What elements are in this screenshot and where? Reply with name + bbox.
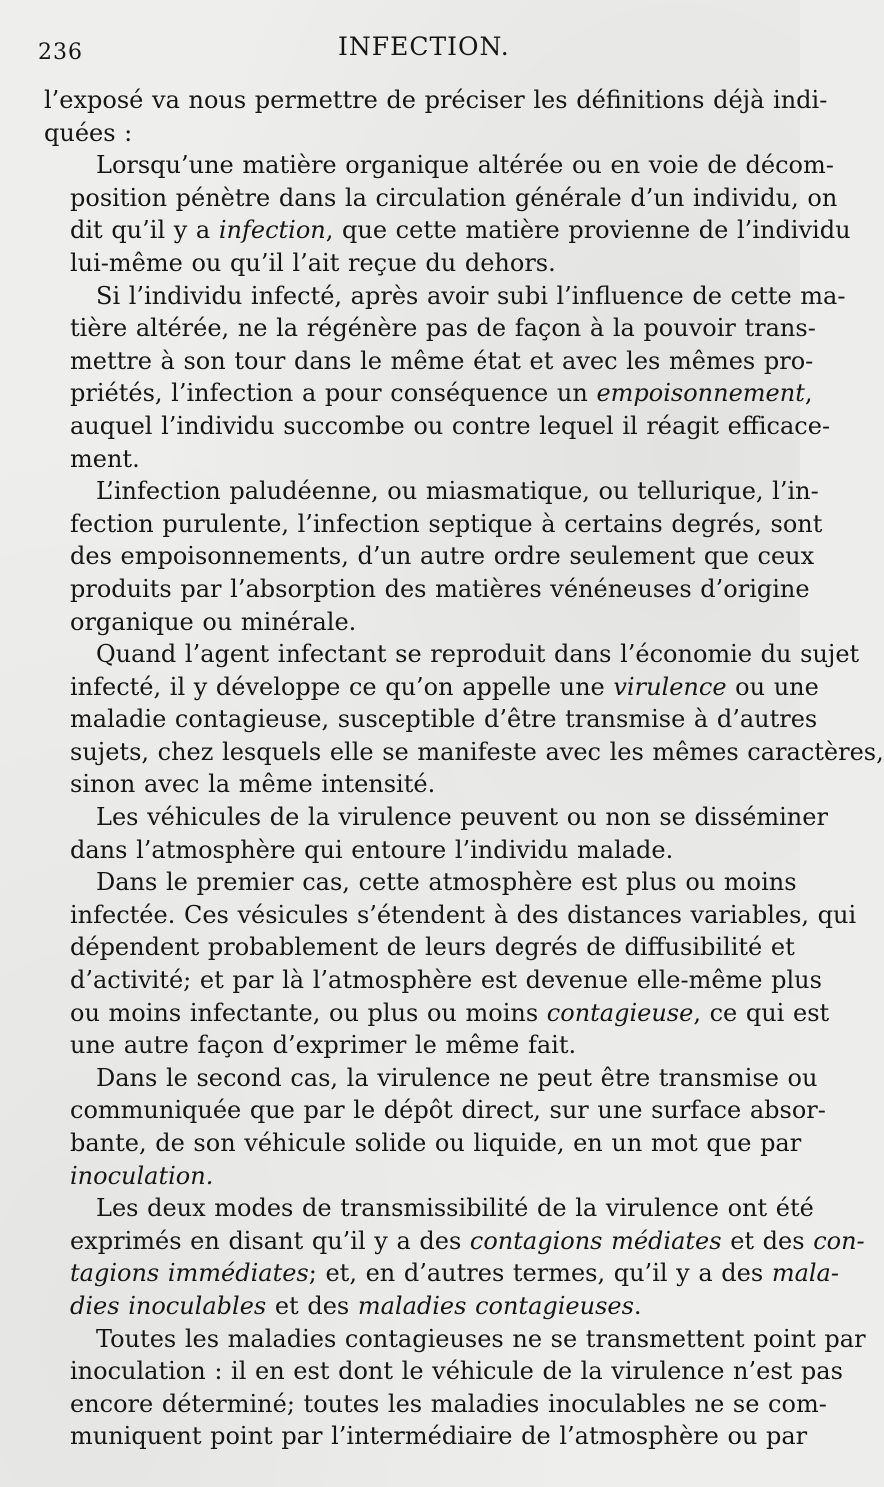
- paragraph-virulence: [44, 638, 884, 801]
- italic-term: mala-: [771, 1259, 839, 1288]
- text-line: auquel l’individu succombe ou contre lequel il réagit efficace-: [70, 411, 831, 440]
- text-line: ment.: [70, 444, 140, 473]
- text-line: communiquée que par le dépôt direct, sur une surface absor-: [70, 1096, 826, 1125]
- text-line: lui-même ou qu’il l’ait reçue du dehors.: [70, 248, 556, 277]
- italic-term: contagions médiates: [469, 1226, 722, 1255]
- text-line: Toutes les maladies contagieuses ne se transmettent point par: [96, 1324, 866, 1353]
- text-line: Quand l’agent infectant se reproduit dans l’économie du sujet: [96, 640, 860, 669]
- page-header: [38, 32, 760, 72]
- paragraph-empoisonnement: [44, 280, 846, 476]
- text-line: dans l’atmosphère qui entoure l’individu malade.: [70, 835, 674, 864]
- text-line: priétés, l’infection a pour conséquence un empoisonnement,: [70, 379, 813, 408]
- paragraph-infection-types: [44, 475, 823, 638]
- italic-term: empoisonnement: [596, 379, 805, 408]
- text-line: organique ou minérale.: [70, 607, 357, 636]
- italic-term: dies inoculables: [70, 1291, 267, 1320]
- text-line: Lorsqu’une matière organique altérée ou en voie de décom-: [96, 151, 834, 180]
- text-line: d’activité; et par là l’atmosphère est devenue elle-même plus: [70, 966, 822, 995]
- text-line: produits par l’absorption des matières vénéneuses d’origine: [70, 574, 810, 603]
- italic-term: con-: [813, 1226, 865, 1255]
- text-line: mettre à son tour dans le même état et avec les mêmes pro-: [70, 346, 814, 375]
- text-line: dépendent probablement de leurs degrés de diffusibilité et: [70, 933, 795, 962]
- text-line: bante, de son véhicule solide ou liquide, en un mot que par: [70, 1129, 802, 1157]
- text-line: muniquent point par l’intermédiaire de l’atmosphère ou par: [70, 1422, 808, 1451]
- text-line: maladie contagieuse, susceptible d’être transmise à d’autres: [70, 705, 818, 734]
- text-line: ou moins infectante, ou plus ou moins contagieuse, ce qui est: [70, 998, 830, 1027]
- text-line: Dans le premier cas, cette atmosphère est plus ou moins: [96, 868, 797, 897]
- text-line: infectée. Ces vésicules s’étendent à des distances variables, qui: [70, 900, 857, 929]
- text-line: Les deux modes de transmissibilité de la virulence ont été: [96, 1194, 814, 1223]
- text-line: exprimés en disant qu’il y a des contagions médiates et des con-: [70, 1226, 865, 1255]
- text-line: sujets, chez lesquels elle se manifeste avec les mêmes caractères,: [70, 737, 884, 766]
- paragraph-toutes-maladies: [44, 1323, 866, 1453]
- italic-term: inoculation.: [70, 1161, 214, 1190]
- text-line: tière altérée, ne la régénère pas de façon à la pouvoir trans-: [70, 314, 816, 343]
- italic-term: tagions immédiates: [70, 1259, 309, 1288]
- text-line: L’infection paludéenne, ou miasmatique, ou tellurique, l’in-: [96, 477, 819, 506]
- italic-term: maladies contagieuses: [357, 1291, 634, 1320]
- text-line: position pénètre dans la circulation générale d’un individu, on: [70, 183, 838, 212]
- text-line: quées :: [44, 118, 133, 147]
- paragraph-second-cas: [44, 1062, 826, 1192]
- text-line: tagions immédiates; et, en d’autres termes, qu’il y a des mala-: [70, 1259, 839, 1288]
- text-line: Dans le second cas, la virulence ne peut être transmise ou: [96, 1063, 818, 1092]
- text-line: des empoisonnements, d’un autre ordre seulement que ceux: [70, 542, 815, 571]
- text-line: l’exposé va nous permettre de préciser les définitions déjà indi-: [44, 86, 828, 114]
- page-number: 236: [38, 40, 83, 65]
- text-line: dies inoculables et des maladies contagieuses.: [70, 1291, 642, 1320]
- text-line: Si l’individu infecté, après avoir subi l’influence de cette ma-: [96, 281, 846, 310]
- paragraph-modes-transmission: [44, 1192, 865, 1322]
- running-head: INFECTION.: [338, 32, 510, 61]
- text-line: sinon avec la même intensité.: [70, 770, 436, 799]
- paragraph-premier-cas: [44, 866, 857, 1062]
- text-line: une autre façon d’exprimer le même fait.: [70, 1031, 577, 1060]
- text-line: [44, 1160, 762, 1193]
- italic-term: infection: [218, 216, 326, 245]
- paragraph-definition-infection: [44, 149, 851, 279]
- text-line: inoculation : il en est dont le véhicule de la virulence n’est pas: [70, 1357, 843, 1386]
- text-line: fection purulente, l’infection septique à certains degrés, sont: [70, 509, 823, 538]
- italic-term: contagieuse: [546, 998, 694, 1027]
- text-line: infecté, il y développe ce qu’on appelle une virulence ou une: [70, 672, 819, 701]
- italic-term: virulence: [613, 672, 727, 701]
- text-line: Les véhicules de la virulence peuvent ou non se disséminer: [96, 803, 828, 832]
- body-text: [44, 84, 884, 1453]
- text-line: dit qu’il y a infection, que cette matière provienne de l’individu: [70, 216, 851, 245]
- paragraph-vehicules: [44, 801, 828, 866]
- text-line: encore déterminé; toutes les maladies inoculables ne se com-: [70, 1389, 827, 1418]
- paragraph-continuation: [44, 84, 828, 149]
